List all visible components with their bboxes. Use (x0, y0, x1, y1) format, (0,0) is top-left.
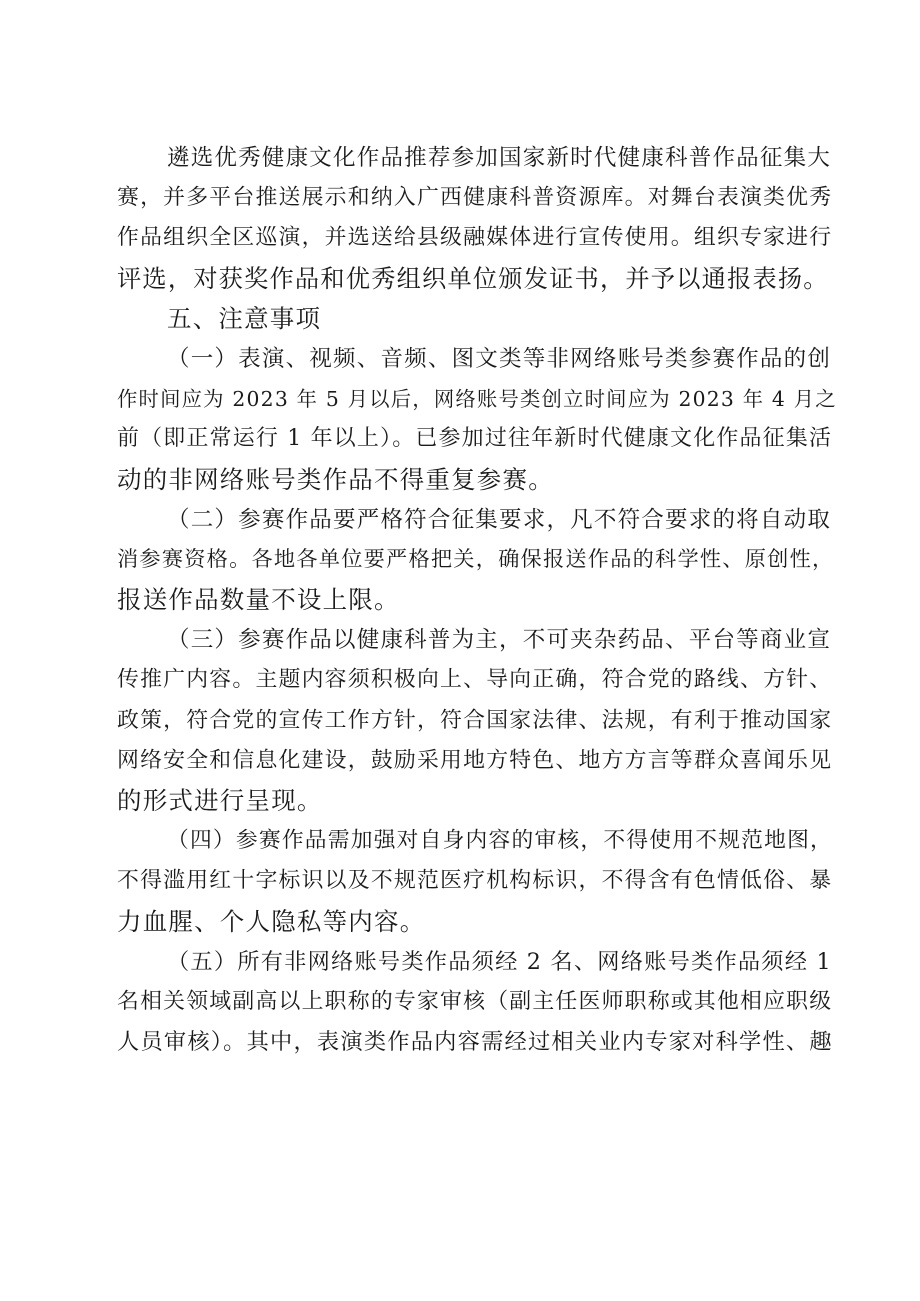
text-line: （一）表演、视频、音频、图文类等非网络账号类参赛作品的创 (167, 345, 832, 372)
text-line: 评选，对获奖作品和优秀组织单位颁发证书，并予以通报表扬。 (117, 264, 829, 293)
text-line: 消参赛资格。各地各单位要严格把关，确保报送作品的科学性、原创性， (117, 546, 835, 572)
text-line: （四）参赛作品需加强对自身内容的审核，不得使用不规范地图， (167, 828, 834, 854)
document-body (117, 138, 837, 1062)
text-line: 作品组织全区巡演，并选送给县级融媒体进行宣传使用。组织专家进行 (117, 225, 833, 251)
text-line: （三）参赛作品以健康科普为主，不可夹杂药品、平台等商业宣 (167, 627, 832, 654)
text-line: 不得滥用红十字标识以及不规范医疗机构标识，不得含有色情低俗、暴 (117, 868, 833, 894)
text-line: 报送作品数量不设上限。 (117, 585, 400, 615)
text-line: 传推广内容。主题内容须积极向上、导向正确，符合党的路线、方针、 (117, 667, 833, 693)
section-heading: 五、注意事项 (167, 303, 322, 333)
text-line: 作时间应为 2023 年 5 月以后，网络账号类创立时间应为 2023 年 4 月之 (117, 387, 837, 412)
text-line: （五）所有非网络账号类作品须经 2 名、网络账号类作品须经 1 (167, 948, 832, 975)
text-line: 人员审核）。其中，表演类作品内容需经过相关业内专家对科学性、趣 (117, 1029, 833, 1056)
text-line: 力血腥、个人隐私等内容。 (117, 906, 426, 936)
text-line: 前（即正常运行 1 年以上）。已参加过往年新时代健康文化作品征集活 (117, 426, 833, 452)
text-line: 名相关领域副高以上职称的专家审核（副主任医师职称或其他相应职级 (117, 988, 833, 1014)
text-line: 网络安全和信息化建设，鼓励采用地方特色、地方方言等群众喜闻乐见 (117, 747, 833, 773)
text-line: （二）参赛作品要严格符合征集要求，凡不符合要求的将自动取 (167, 506, 832, 533)
text-line: 赛，并多平台推送展示和纳入广西健康科普资源库。对舞台表演类优秀 (117, 185, 833, 211)
text-line: 动的非网络账号类作品不得重复参赛。 (117, 464, 554, 494)
text-line: 政策，符合党的宣传工作方针，符合国家法律、法规，有利于推动国家 (117, 707, 833, 733)
text-line: 的形式进行呈现。 (117, 786, 323, 815)
text-line: 遴选优秀健康文化作品推荐参加国家新时代健康科普作品征集大 (167, 145, 832, 171)
